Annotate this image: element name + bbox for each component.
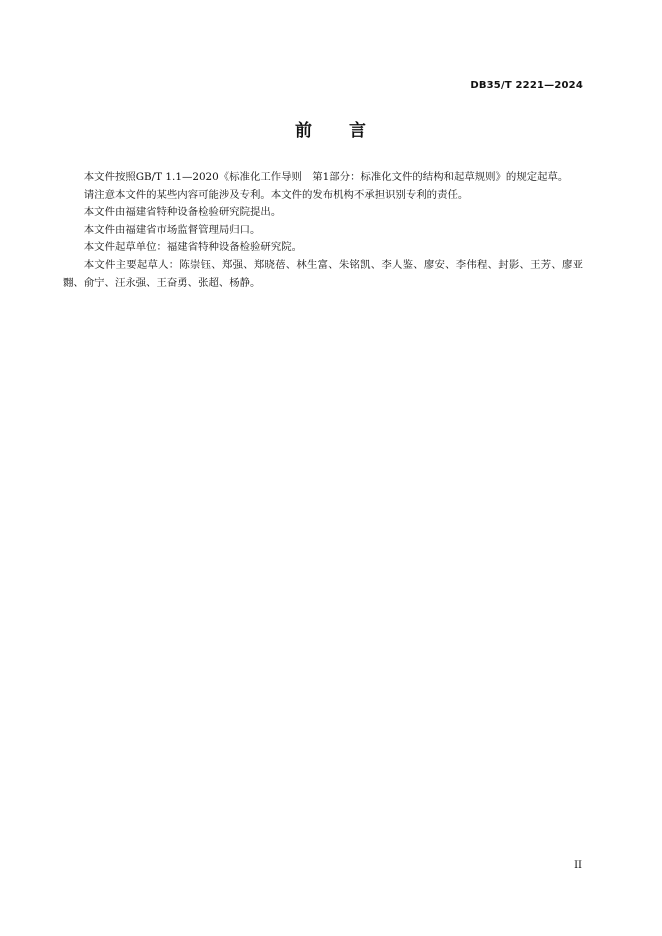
paragraph-drafting-rules: 本文件按照GB/T 1.1—2020《标准化工作导则 第1部分：标准化文件的结构和起草规则》的规定起草。 [83,171,569,183]
foreword-body [63,169,583,292]
document-code: DB35/T 2221—2024 [470,80,583,91]
paragraph-administered-by: 本文件由福建省市场监督管理局归口。 [83,223,261,236]
paragraph-patent-notice: 请注意本文件的某些内容可能涉及专利。本文件的发布机构不承担识别专利的责任。 [83,188,469,201]
page-number: II [574,860,582,871]
paragraph-proposed-by: 本文件由福建省特种设备检验研究院提出。 [83,206,282,219]
paragraph-drafters: 本文件主要起草人：陈崇钰、郑强、郑晓蓓、林生富、朱铭凯、李人鉴、廖安、李伟程、封影、王芳、廖亚翾、俞宁、汪永强、王奋勇、张超、杨静。 [63,258,583,289]
paragraph-drafting-unit: 本文件起草单位：福建省特种设备检验研究院。 [83,241,302,254]
page-title: 前 言 [295,121,367,141]
